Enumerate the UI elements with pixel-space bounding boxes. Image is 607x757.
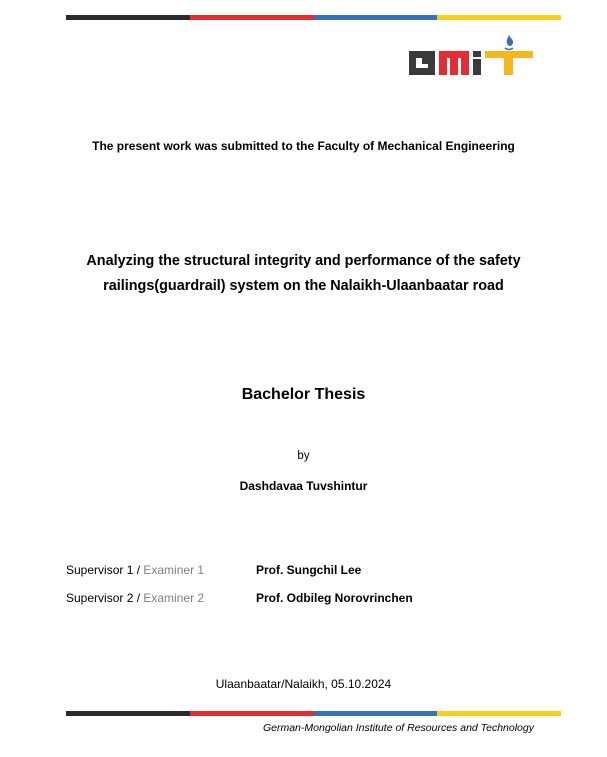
logo-letter-t: [485, 51, 533, 75]
flame-icon: [507, 35, 513, 46]
bar-segment-black: [66, 15, 190, 20]
bar-segment-black: [66, 711, 190, 716]
examiner-label: Examiner 2: [143, 591, 205, 605]
supervisor-row: [66, 591, 413, 605]
supervisor-row: [66, 563, 361, 577]
submission-statement: The present work was submitted to the Faculty of Mechanical Engineering: [92, 139, 515, 153]
supervisor-role: [66, 563, 256, 577]
supervisor-name: Prof. Sungchil Lee: [256, 563, 362, 577]
examiner-label: Examiner 1: [143, 563, 205, 577]
by-label: by: [297, 450, 310, 462]
bottom-color-bar: [66, 711, 561, 716]
bar-segment-blue: [314, 15, 438, 20]
thesis-type: Bachelor Thesis: [241, 386, 366, 403]
institution-footer: German-Mongolian Institute of Resources and Technology: [262, 722, 534, 734]
thesis-title-line-1: Analyzing the structural integrity and performance of the safety: [86, 253, 521, 269]
bar-segment-yellow: [437, 15, 561, 20]
logo-letter-i-dot: [473, 51, 481, 57]
logo-letter-i: [473, 59, 481, 75]
author-name: Dashdavaa Tuvshintur: [239, 479, 368, 493]
thesis-title: [0, 249, 607, 299]
supervisor-label: Supervisor 2 /: [66, 591, 144, 605]
bar-segment-red: [190, 15, 314, 20]
supervisor-role: [66, 591, 256, 605]
bar-segment-yellow: [437, 711, 561, 716]
logo-letter-m: [439, 51, 469, 75]
supervisor-name: Prof. Odbileg Norovrinchen: [256, 591, 413, 605]
bar-segment-blue: [314, 711, 438, 716]
logo-letter-g: [409, 51, 435, 75]
place-date: Ulaanbaatar/Nalaikh, 05.10.2024: [215, 677, 392, 691]
bar-segment-red: [190, 711, 314, 716]
top-color-bar: [66, 15, 561, 20]
gmit-logo: [407, 33, 535, 83]
supervisor-label: Supervisor 1 /: [66, 563, 144, 577]
thesis-title-line-2: railings(guardrail) system on the Nalaikh-Ulaanbaatar road: [103, 278, 504, 294]
